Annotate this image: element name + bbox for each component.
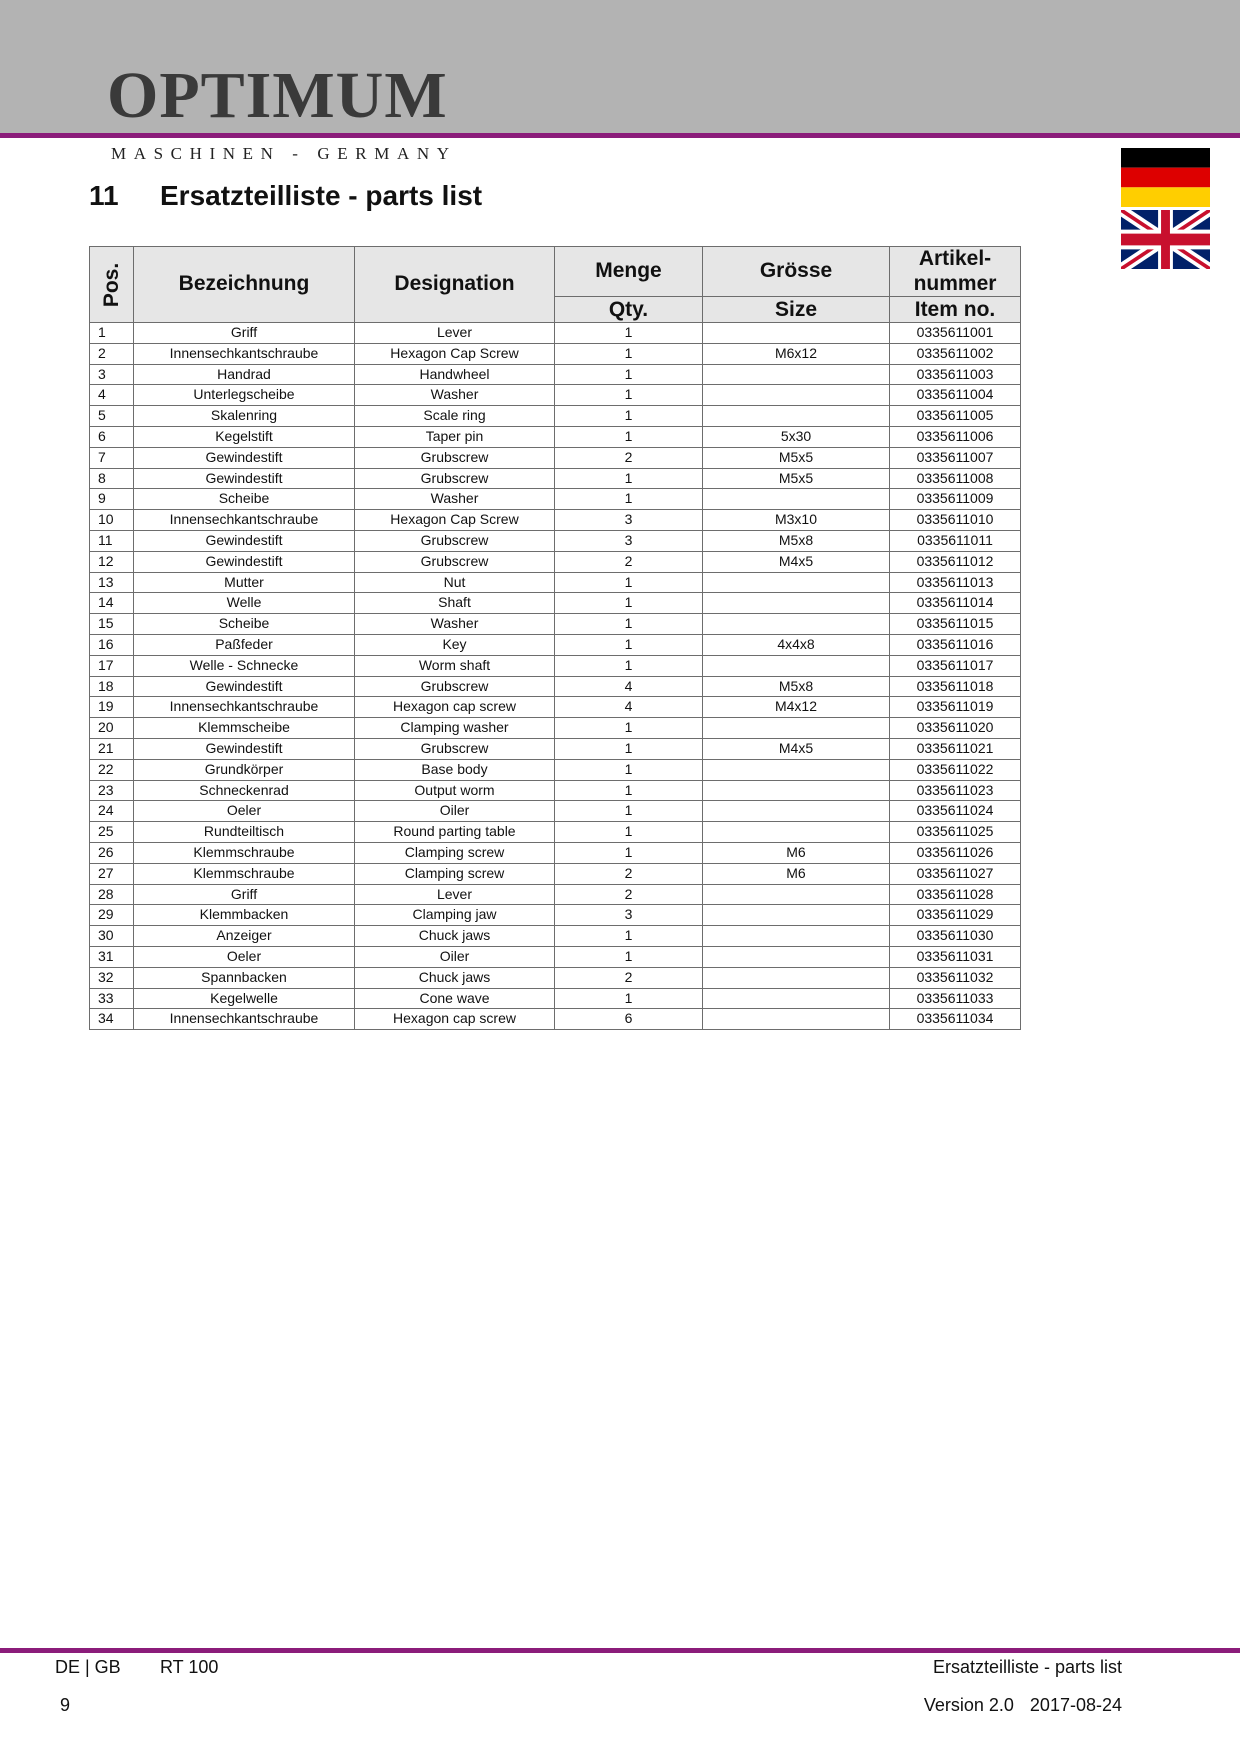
- cell-size: [703, 822, 890, 843]
- cell-pos: 14: [90, 593, 134, 614]
- cell-item: 0335611013: [890, 572, 1021, 593]
- table-row: [90, 593, 1021, 614]
- cell-pos: 15: [90, 614, 134, 635]
- table-row: [90, 510, 1021, 531]
- footer-language: DE | GB: [55, 1657, 121, 1677]
- cell-bezeichnung: Gewindestift: [134, 738, 355, 759]
- table-row: [90, 676, 1021, 697]
- section-heading: [89, 180, 482, 212]
- cell-item: 0335611012: [890, 551, 1021, 572]
- section-number: 11: [89, 180, 119, 211]
- cell-item: 0335611025: [890, 822, 1021, 843]
- cell-pos: 34: [90, 1009, 134, 1030]
- cell-pos: 17: [90, 655, 134, 676]
- cell-pos: 29: [90, 905, 134, 926]
- cell-bezeichnung: Mutter: [134, 572, 355, 593]
- cell-designation: Output worm: [355, 780, 555, 801]
- table-row: [90, 385, 1021, 406]
- col-header-designation: Designation: [355, 247, 555, 323]
- cell-qty: 1: [555, 655, 703, 676]
- cell-bezeichnung: Gewindestift: [134, 468, 355, 489]
- cell-designation: Shaft: [355, 593, 555, 614]
- cell-item: 0335611032: [890, 967, 1021, 988]
- cell-bezeichnung: Klemmschraube: [134, 842, 355, 863]
- cell-qty: 1: [555, 842, 703, 863]
- cell-item: 0335611016: [890, 634, 1021, 655]
- cell-designation: Washer: [355, 385, 555, 406]
- cell-designation: Taper pin: [355, 426, 555, 447]
- cell-qty: 1: [555, 343, 703, 364]
- cell-size: M4x5: [703, 551, 890, 572]
- cell-qty: 1: [555, 946, 703, 967]
- cell-size: M3x10: [703, 510, 890, 531]
- cell-bezeichnung: Gewindestift: [134, 551, 355, 572]
- cell-pos: 27: [90, 863, 134, 884]
- table-row: [90, 863, 1021, 884]
- table-row: [90, 697, 1021, 718]
- cell-qty: 1: [555, 801, 703, 822]
- cell-designation: Hexagon Cap Screw: [355, 510, 555, 531]
- cell-bezeichnung: Welle: [134, 593, 355, 614]
- cell-item: 0335611022: [890, 759, 1021, 780]
- cell-bezeichnung: Kegelstift: [134, 426, 355, 447]
- cell-qty: 2: [555, 967, 703, 988]
- col-header-qty: Qty.: [555, 297, 703, 323]
- cell-designation: Washer: [355, 614, 555, 635]
- cell-pos: 6: [90, 426, 134, 447]
- table-row: [90, 780, 1021, 801]
- table-row: [90, 759, 1021, 780]
- cell-item: 0335611030: [890, 926, 1021, 947]
- cell-designation: Cone wave: [355, 988, 555, 1009]
- cell-bezeichnung: Oeler: [134, 801, 355, 822]
- cell-bezeichnung: Welle - Schnecke: [134, 655, 355, 676]
- cell-pos: 31: [90, 946, 134, 967]
- cell-qty: 1: [555, 323, 703, 344]
- table-row: [90, 634, 1021, 655]
- cell-item: 0335611003: [890, 364, 1021, 385]
- cell-qty: 2: [555, 447, 703, 468]
- cell-size: [703, 884, 890, 905]
- table-row: [90, 738, 1021, 759]
- cell-item: 0335611004: [890, 385, 1021, 406]
- cell-size: M5x5: [703, 468, 890, 489]
- footer-rule: [0, 1648, 1240, 1653]
- cell-item: 0335611001: [890, 323, 1021, 344]
- cell-qty: 3: [555, 905, 703, 926]
- cell-designation: Grubscrew: [355, 468, 555, 489]
- footer-date: 2017-08-24: [1029, 1695, 1122, 1715]
- cell-size: M6: [703, 863, 890, 884]
- cell-bezeichnung: Paßfeder: [134, 634, 355, 655]
- parts-table: [89, 246, 1021, 1030]
- cell-designation: Grubscrew: [355, 447, 555, 468]
- cell-size: 5x30: [703, 426, 890, 447]
- table-row: [90, 343, 1021, 364]
- cell-qty: 1: [555, 468, 703, 489]
- cell-bezeichnung: Scheibe: [134, 489, 355, 510]
- cell-size: [703, 489, 890, 510]
- cell-bezeichnung: Griff: [134, 323, 355, 344]
- table-row: [90, 967, 1021, 988]
- footer-model: RT 100: [160, 1657, 219, 1677]
- cell-designation: Grubscrew: [355, 530, 555, 551]
- cell-pos: 10: [90, 510, 134, 531]
- cell-item: 0335611009: [890, 489, 1021, 510]
- cell-pos: 19: [90, 697, 134, 718]
- table-row: [90, 572, 1021, 593]
- cell-bezeichnung: Unterlegscheibe: [134, 385, 355, 406]
- cell-pos: 4: [90, 385, 134, 406]
- cell-item: 0335611007: [890, 447, 1021, 468]
- cell-designation: Clamping screw: [355, 863, 555, 884]
- cell-bezeichnung: Oeler: [134, 946, 355, 967]
- cell-item: 0335611034: [890, 1009, 1021, 1030]
- cell-item: 0335611011: [890, 530, 1021, 551]
- cell-qty: 1: [555, 718, 703, 739]
- table-row: [90, 822, 1021, 843]
- table-row: [90, 842, 1021, 863]
- table-row: [90, 1009, 1021, 1030]
- cell-item: 0335611024: [890, 801, 1021, 822]
- table-row: [90, 364, 1021, 385]
- cell-designation: Oiler: [355, 801, 555, 822]
- cell-size: [703, 1009, 890, 1030]
- cell-qty: 1: [555, 759, 703, 780]
- cell-pos: 26: [90, 842, 134, 863]
- cell-designation: Grubscrew: [355, 738, 555, 759]
- col-header-groesse: Grösse: [703, 247, 890, 297]
- cell-pos: 23: [90, 780, 134, 801]
- cell-bezeichnung: Innensechkantschraube: [134, 697, 355, 718]
- table-row: [90, 551, 1021, 572]
- cell-bezeichnung: Handrad: [134, 364, 355, 385]
- brand-logo: OPTIMUM: [107, 59, 448, 132]
- cell-designation: Clamping jaw: [355, 905, 555, 926]
- cell-qty: 2: [555, 884, 703, 905]
- germany-flag-icon: [1121, 148, 1210, 207]
- cell-qty: 1: [555, 614, 703, 635]
- cell-qty: 1: [555, 593, 703, 614]
- cell-item: 0335611026: [890, 842, 1021, 863]
- cell-designation: Chuck jaws: [355, 967, 555, 988]
- table-row: [90, 530, 1021, 551]
- cell-pos: 16: [90, 634, 134, 655]
- cell-size: [703, 364, 890, 385]
- cell-size: [703, 801, 890, 822]
- cell-qty: 6: [555, 1009, 703, 1030]
- cell-bezeichnung: Innensechkantschraube: [134, 1009, 355, 1030]
- cell-qty: 2: [555, 863, 703, 884]
- footer-page-number: 9: [60, 1695, 71, 1715]
- cell-bezeichnung: Anzeiger: [134, 926, 355, 947]
- cell-qty: 2: [555, 551, 703, 572]
- table-row: [90, 406, 1021, 427]
- footer-version-label: Version 2.0: [923, 1695, 1014, 1715]
- cell-qty: 1: [555, 634, 703, 655]
- cell-item: 0335611027: [890, 863, 1021, 884]
- cell-pos: 1: [90, 323, 134, 344]
- cell-item: 0335611019: [890, 697, 1021, 718]
- table-row: [90, 614, 1021, 635]
- cell-qty: 1: [555, 364, 703, 385]
- cell-designation: Lever: [355, 884, 555, 905]
- cell-size: [703, 385, 890, 406]
- cell-size: [703, 406, 890, 427]
- cell-size: [703, 593, 890, 614]
- cell-designation: Key: [355, 634, 555, 655]
- table-row: [90, 426, 1021, 447]
- cell-qty: 1: [555, 822, 703, 843]
- cell-item: 0335611015: [890, 614, 1021, 635]
- table-row: [90, 323, 1021, 344]
- col-header-pos: Pos.: [90, 247, 134, 323]
- cell-designation: Chuck jaws: [355, 926, 555, 947]
- cell-designation: Grubscrew: [355, 676, 555, 697]
- cell-size: [703, 988, 890, 1009]
- cell-bezeichnung: Klemmscheibe: [134, 718, 355, 739]
- cell-pos: 24: [90, 801, 134, 822]
- cell-qty: 4: [555, 676, 703, 697]
- table-row: [90, 447, 1021, 468]
- cell-bezeichnung: Spannbacken: [134, 967, 355, 988]
- cell-qty: 3: [555, 510, 703, 531]
- brand-tagline: MASCHINEN - GERMANY: [111, 144, 457, 163]
- table-row: [90, 905, 1021, 926]
- section-title: Ersatzteilliste - parts list: [160, 180, 483, 211]
- cell-designation: Nut: [355, 572, 555, 593]
- cell-designation: Hexagon Cap Screw: [355, 343, 555, 364]
- cell-qty: 1: [555, 489, 703, 510]
- cell-qty: 1: [555, 926, 703, 947]
- cell-designation: Hexagon cap screw: [355, 1009, 555, 1030]
- cell-item: 0335611002: [890, 343, 1021, 364]
- cell-designation: Round parting table: [355, 822, 555, 843]
- cell-size: M6x12: [703, 343, 890, 364]
- cell-item: 0335611008: [890, 468, 1021, 489]
- cell-designation: Oiler: [355, 946, 555, 967]
- cell-size: [703, 572, 890, 593]
- cell-pos: 9: [90, 489, 134, 510]
- table-row: [90, 468, 1021, 489]
- cell-designation: Clamping washer: [355, 718, 555, 739]
- cell-pos: 25: [90, 822, 134, 843]
- cell-pos: 8: [90, 468, 134, 489]
- table-row: [90, 884, 1021, 905]
- cell-size: M6: [703, 842, 890, 863]
- table-row: [90, 801, 1021, 822]
- cell-qty: 1: [555, 572, 703, 593]
- cell-pos: 30: [90, 926, 134, 947]
- col-header-bezeichnung: Bezeichnung: [134, 247, 355, 323]
- cell-bezeichnung: Rundteiltisch: [134, 822, 355, 843]
- cell-bezeichnung: Schneckenrad: [134, 780, 355, 801]
- cell-designation: Scale ring: [355, 406, 555, 427]
- cell-designation: Grubscrew: [355, 551, 555, 572]
- cell-size: M5x5: [703, 447, 890, 468]
- cell-qty: 1: [555, 385, 703, 406]
- cell-qty: 1: [555, 406, 703, 427]
- cell-pos: 33: [90, 988, 134, 1009]
- cell-size: [703, 718, 890, 739]
- cell-qty: 1: [555, 988, 703, 1009]
- footer-version: [924, 1695, 1122, 1716]
- cell-size: [703, 905, 890, 926]
- table-row: [90, 718, 1021, 739]
- cell-bezeichnung: Klemmschraube: [134, 863, 355, 884]
- cell-item: 0335611033: [890, 988, 1021, 1009]
- col-header-menge: Menge: [555, 247, 703, 297]
- cell-pos: 7: [90, 447, 134, 468]
- cell-size: 4x4x8: [703, 634, 890, 655]
- table-row: [90, 946, 1021, 967]
- cell-qty: 4: [555, 697, 703, 718]
- cell-designation: Hexagon cap screw: [355, 697, 555, 718]
- cell-item: 0335611021: [890, 738, 1021, 759]
- table-row: [90, 655, 1021, 676]
- cell-bezeichnung: Kegelwelle: [134, 988, 355, 1009]
- cell-pos: 22: [90, 759, 134, 780]
- cell-size: M4x12: [703, 697, 890, 718]
- cell-pos: 32: [90, 967, 134, 988]
- cell-size: [703, 967, 890, 988]
- cell-size: M4x5: [703, 738, 890, 759]
- cell-bezeichnung: Skalenring: [134, 406, 355, 427]
- cell-bezeichnung: Innensechkantschraube: [134, 510, 355, 531]
- cell-size: [703, 614, 890, 635]
- cell-pos: 21: [90, 738, 134, 759]
- cell-item: 0335611014: [890, 593, 1021, 614]
- cell-item: 0335611005: [890, 406, 1021, 427]
- cell-size: [703, 323, 890, 344]
- cell-qty: 1: [555, 738, 703, 759]
- cell-designation: Handwheel: [355, 364, 555, 385]
- cell-pos: 2: [90, 343, 134, 364]
- cell-bezeichnung: Griff: [134, 884, 355, 905]
- table-row: [90, 489, 1021, 510]
- cell-pos: 28: [90, 884, 134, 905]
- cell-item: 0335611017: [890, 655, 1021, 676]
- cell-bezeichnung: Klemmbacken: [134, 905, 355, 926]
- footer-section-title: Ersatzteilliste - parts list: [932, 1657, 1122, 1677]
- cell-designation: Base body: [355, 759, 555, 780]
- cell-qty: 1: [555, 780, 703, 801]
- col-header-item-no: Item no.: [890, 297, 1021, 323]
- cell-size: [703, 759, 890, 780]
- header-rule: [0, 133, 1240, 138]
- cell-designation: Clamping screw: [355, 842, 555, 863]
- cell-bezeichnung: Gewindestift: [134, 676, 355, 697]
- cell-designation: Lever: [355, 323, 555, 344]
- cell-qty: 1: [555, 426, 703, 447]
- cell-bezeichnung: Scheibe: [134, 614, 355, 635]
- cell-pos: 13: [90, 572, 134, 593]
- cell-item: 0335611010: [890, 510, 1021, 531]
- table-row: [90, 988, 1021, 1009]
- cell-item: 0335611018: [890, 676, 1021, 697]
- cell-size: M5x8: [703, 676, 890, 697]
- cell-designation: Washer: [355, 489, 555, 510]
- cell-bezeichnung: Grundkörper: [134, 759, 355, 780]
- cell-item: 0335611023: [890, 780, 1021, 801]
- cell-size: [703, 655, 890, 676]
- cell-item: 0335611006: [890, 426, 1021, 447]
- cell-bezeichnung: Gewindestift: [134, 530, 355, 551]
- cell-item: 0335611029: [890, 905, 1021, 926]
- cell-pos: 5: [90, 406, 134, 427]
- cell-pos: 3: [90, 364, 134, 385]
- cell-item: 0335611028: [890, 884, 1021, 905]
- uk-flag-icon: [1121, 210, 1210, 269]
- cell-qty: 3: [555, 530, 703, 551]
- cell-bezeichnung: Gewindestift: [134, 447, 355, 468]
- col-header-size: Size: [703, 297, 890, 323]
- cell-pos: 12: [90, 551, 134, 572]
- cell-pos: 11: [90, 530, 134, 551]
- cell-bezeichnung: Innensechkantschraube: [134, 343, 355, 364]
- cell-designation: Worm shaft: [355, 655, 555, 676]
- cell-size: [703, 946, 890, 967]
- cell-item: 0335611031: [890, 946, 1021, 967]
- col-header-artikel: Artikel- nummer: [890, 247, 1021, 297]
- cell-item: 0335611020: [890, 718, 1021, 739]
- parts-table-body: [90, 323, 1021, 1030]
- cell-pos: 20: [90, 718, 134, 739]
- cell-size: M5x8: [703, 530, 890, 551]
- cell-size: [703, 780, 890, 801]
- cell-size: [703, 926, 890, 947]
- cell-pos: 18: [90, 676, 134, 697]
- table-row: [90, 926, 1021, 947]
